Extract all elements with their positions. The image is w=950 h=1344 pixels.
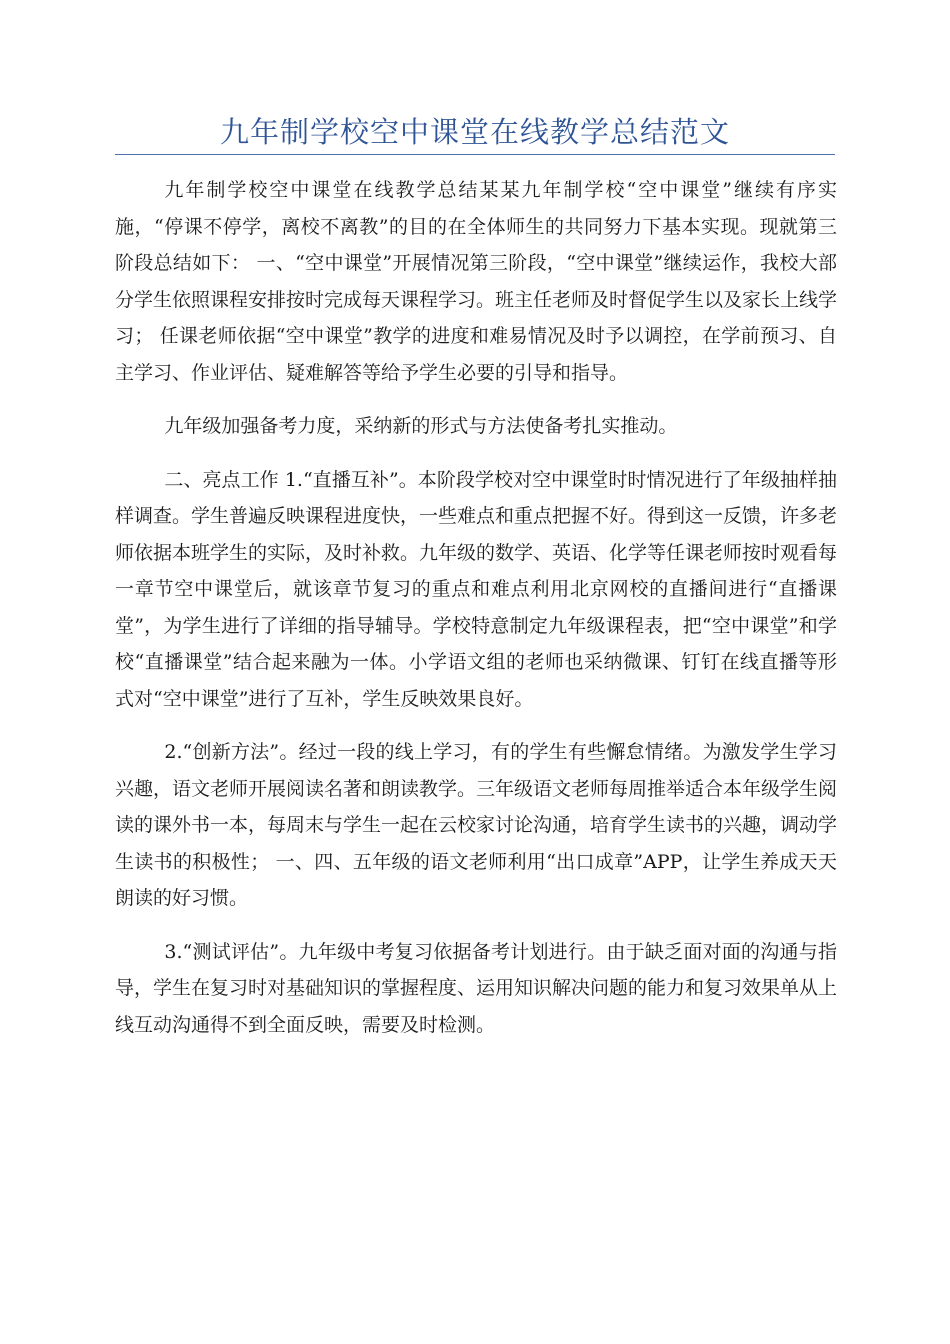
paragraph-testing: 3.“测试评估”。九年级中考复习依据备考计划进行。由于缺乏面对面的沟通与指导，学生在复习时对基础知识的掌握程度、运用知识解决问题的能力和复习效果单从上线互动沟通得不到全面反映，需要及时检测。 — [115, 940, 838, 1036]
paragraph-highlight-live: 二、亮点工作 1.“直播互补”。本阶段学校对空中课堂时时情况进行了年级抽样抽样调查。学生普遍反映课程进度快，一些难点和重点把握不好。得到这一反馈，许多老师依据本班学生的实际，及时补救。九年级的数学、英语、化学等任课老师按时观看每一章节空中课堂后，就该章节复习的重点和难点利用北京网校的直播间进行“直播课堂”，为学生进行了详细的指导辅导。学校特意制定九年级课程表，把“空中课堂”和学校“直播课堂”结合起来融为一体。小学语文组的老师也采纳微课、钉钉在线直播等形式对“空中课堂”进行了互补，学生反映效果良好。 — [115, 468, 838, 710]
paragraph-grade-nine: 九年级加强备考力度，采纳新的形式与方法使备考扎实推动。 — [164, 415, 678, 437]
title-underline — [115, 154, 835, 155]
document-title: 九年制学校空中课堂在线教学总结范文 — [219, 115, 730, 149]
document-body — [115, 172, 837, 1060]
paragraph-innovation: 2.“创新方法”。经过一段的线上学习，有的学生有些懈怠情绪。为激发学生学习兴趣，语文老师开展阅读名著和朗读教学。三年级语文老师每周推举适合本年级学生阅读的课外书一本，每周末与学生一起在云校家讨论沟通，培育学生读书的兴趣，调动学生读书的积极性； 一、四、五年级的语文老师利用“出口成章”APP，让学生养成天天朗读的好习惯。 — [115, 741, 838, 909]
paragraph-intro: 九年制学校空中课堂在线教学总结某某九年制学校“空中课堂”继续有序实施，“停课不停学，离校不离教”的目的在全体师生的共同努力下基本实现。现就第三阶段总结如下： 一、“空中课堂”开展情况第三阶段，“空中课堂”继续运作，我校大部分学生依照课程安排按时完成每天课程学习。班主任老师及时督促学生以及家长上线学习； 任课老师依据“空中课堂”教学的进度和难易情况及时予以调控，在学前预习、自主学习、作业评估、疑难解答等给予学生必要的引导和指导。 — [115, 179, 838, 384]
